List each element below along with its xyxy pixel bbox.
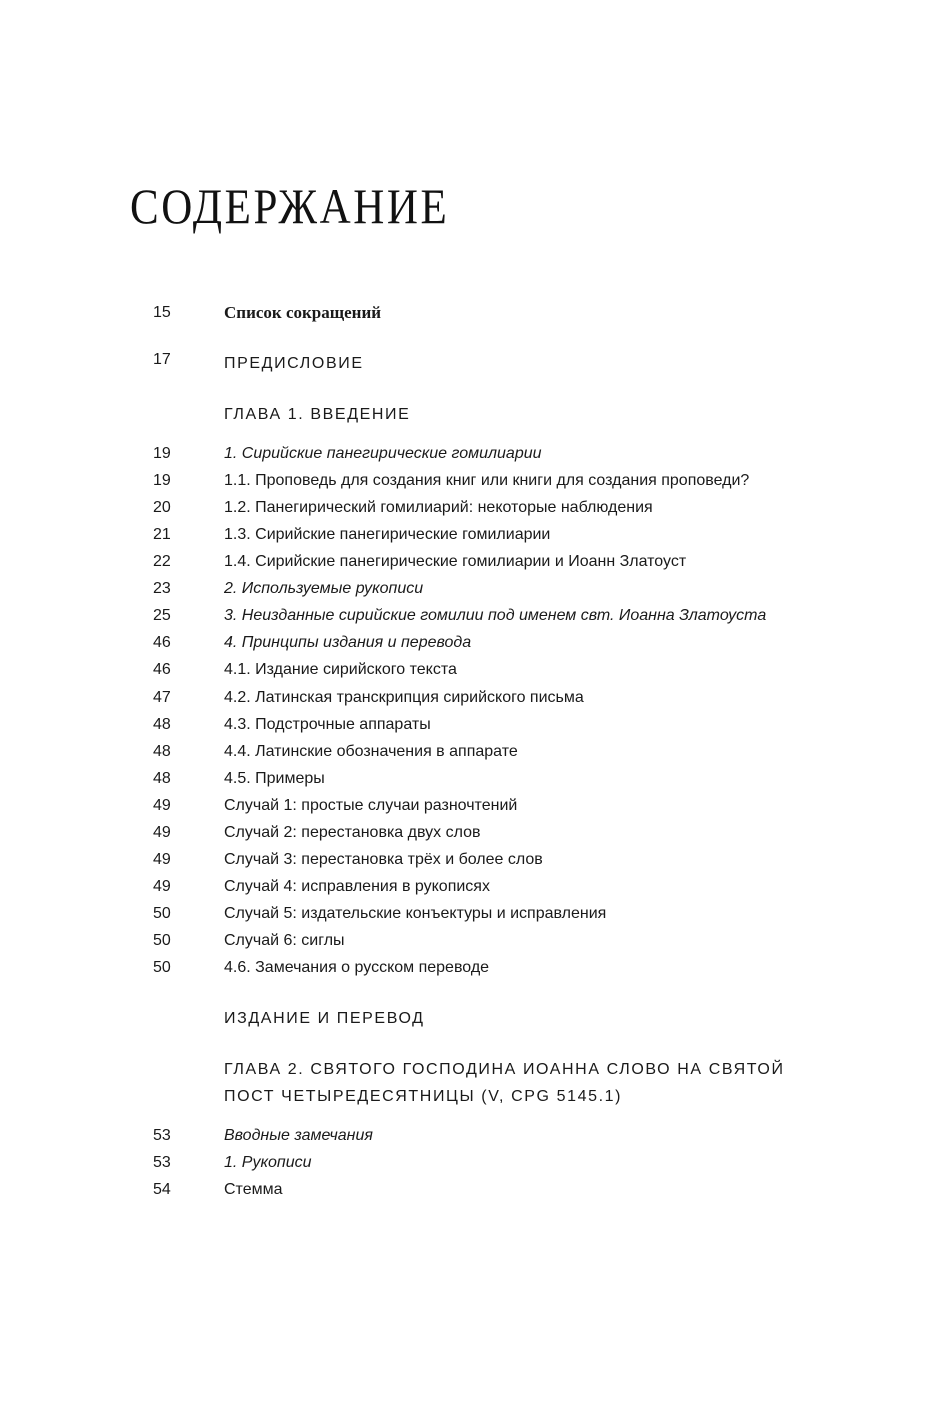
page-number: 19 <box>153 472 171 489</box>
page-number: 20 <box>153 499 171 516</box>
entry-title: 2. Используемые рукописи <box>224 580 424 597</box>
entry-title: 4. Принципы издания и перевода <box>224 634 472 651</box>
page-number: 53 <box>153 1127 171 1144</box>
page-number: 46 <box>153 661 171 678</box>
page-number: 25 <box>153 607 171 624</box>
page-number: 49 <box>153 797 171 814</box>
page-number: 17 <box>153 351 171 368</box>
page-number: 19 <box>153 445 171 462</box>
entry-title: Случай 6: сиглы <box>224 932 345 949</box>
page-number: 50 <box>153 905 171 922</box>
entry-title: Стемма <box>224 1181 283 1198</box>
entry-title: 4.2. Латинская транскрипция сирийского письма <box>224 689 584 706</box>
entry-title: Случай 5: издательские конъектуры и исправления <box>224 905 607 922</box>
entry-title: 4.6. Замечания о русском переводе <box>224 959 490 976</box>
entry-title: Список сокращений <box>224 303 382 322</box>
page-number: 22 <box>153 553 171 570</box>
entry-title: 1. Рукописи <box>224 1154 312 1171</box>
page-number: 54 <box>153 1181 171 1198</box>
page-number: 48 <box>153 743 171 760</box>
page-number: 49 <box>153 851 171 868</box>
entry-title: Случай 1: простые случаи разночтений <box>224 797 518 814</box>
page-number: 49 <box>153 878 171 895</box>
entry-title: 3. Неизданные сирийские гомилии под именем свт. Иоанна Златоуста <box>224 607 767 624</box>
entry-title: Вводные замечания <box>224 1127 373 1144</box>
page-number: 50 <box>153 932 171 949</box>
page-number: 53 <box>153 1154 171 1171</box>
page-title: СОДЕРЖАНИЕ <box>130 178 450 234</box>
entry-title: ПРЕДИСЛОВИЕ <box>224 355 364 372</box>
entry-title: Случай 4: исправления в рукописях <box>224 878 490 895</box>
page-number: 47 <box>153 689 171 706</box>
entry-title: ИЗДАНИЕ И ПЕРЕВОД <box>224 1010 425 1027</box>
entry-title: 1.4. Сирийские панегирические гомилиарии и Иоанн Златоуст <box>224 553 687 570</box>
page-number: 21 <box>153 526 171 543</box>
entry-title: ГЛАВА 1. ВВЕДЕНИЕ <box>224 406 411 423</box>
entry-title: 1.3. Сирийские панегирические гомилиарии <box>224 526 551 543</box>
page-number: 49 <box>153 824 171 841</box>
page-number: 50 <box>153 959 171 976</box>
page-number: 48 <box>153 716 171 733</box>
entry-title: 4.1. Издание сирийского текста <box>224 661 457 678</box>
entry-title: ГЛАВА 2. СВЯТОГО ГОСПОДИНА ИОАННА СЛОВО НА СВЯТОЙ ПОСТ ЧЕТЫРЕДЕСЯТНИЦЫ (V, CPG 5145.1) <box>224 1061 785 1105</box>
page-number: 15 <box>153 304 171 321</box>
entry-title: 1.1. Проповедь для создания книг или книги для создания проповеди? <box>224 472 750 489</box>
entry-title: 1. Сирийские панегирические гомилиарии <box>224 445 542 462</box>
entry-title: Случай 2: перестановка двух слов <box>224 824 481 841</box>
page-number: 46 <box>153 634 171 651</box>
entry-title: 4.3. Подстрочные аппараты <box>224 716 431 733</box>
entry-title: 4.5. Примеры <box>224 770 325 787</box>
entry-title: 1.2. Панегирический гомилиарий: некоторые наблюдения <box>224 499 653 516</box>
page-number: 48 <box>153 770 171 787</box>
entry-title: 4.4. Латинские обозначения в аппарате <box>224 743 518 760</box>
entry-title: Случай 3: перестановка трёх и более слов <box>224 851 543 868</box>
page-number: 23 <box>153 580 171 597</box>
